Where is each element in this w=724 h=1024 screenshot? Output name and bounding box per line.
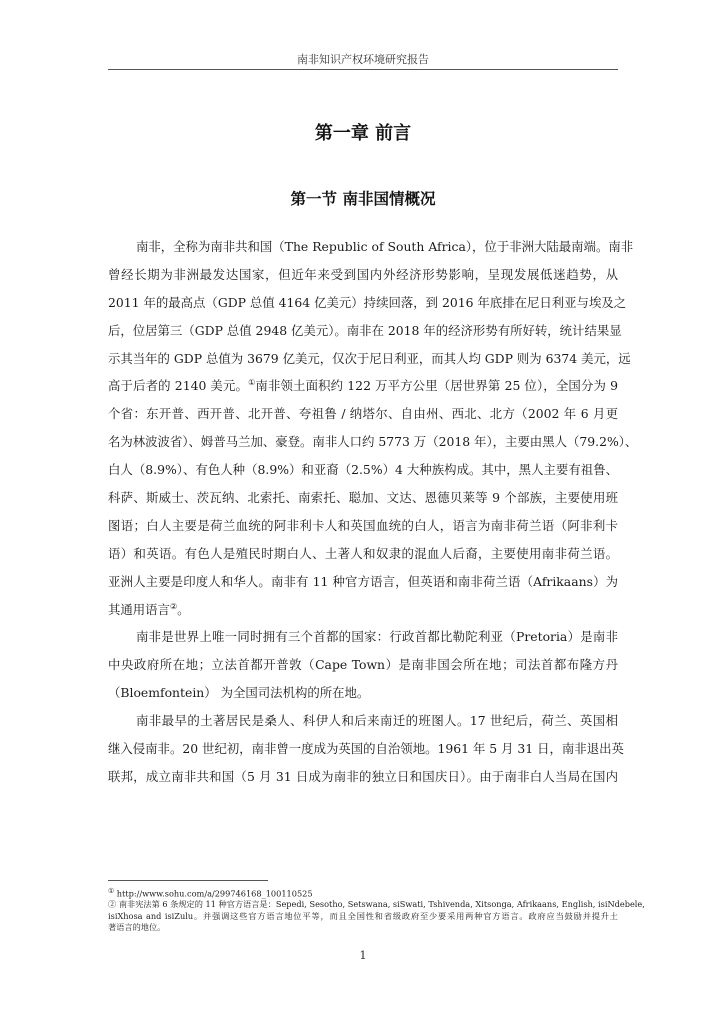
text-line: 后，位居第三（GDP 总值 2948 亿美元）。南非在 2018 年的经济形势有所好转，统计结果显 xyxy=(108,322,622,338)
footnotes xyxy=(108,885,645,934)
footnote-link[interactable]: http://www.sohu.com/a/299746168_100110525 xyxy=(116,888,313,899)
text-line: 中央政府所在地；立法首都开普敦（Cape Town）是南非国会所在地；司法首都布隆方丹 xyxy=(108,657,618,673)
text-line: 联邦，成立南非共和国（5 月 31 日成为南非的独立日和国庆日）。由于南非白人当局在国内 xyxy=(108,768,618,784)
paragraph-2 xyxy=(108,623,618,707)
footnote-rule xyxy=(108,880,268,881)
text-line: （Bloemfontein） 为全国司法机构的所在地。 xyxy=(108,685,370,701)
text-line xyxy=(108,372,618,400)
text-line: 科萨、斯威士、茨瓦纳、北索托、南索托、聪加、文达、恩德贝莱等 9 个部族，主要使用班 xyxy=(108,490,618,506)
chapter-title: 第一章 前言 xyxy=(314,123,412,144)
footnote-ref-1[interactable]: ① xyxy=(248,378,256,388)
text-line: 白人（8.9%）、有色人种（8.9%）和亚裔（2.5%）4 大种族构成。其中，黑人主要有祖鲁、 xyxy=(108,462,618,478)
text-line: 南非是世界上唯一同时拥有三个首都的国家：行政首都比勒陀利亚（Pretoria）是南非 xyxy=(136,629,618,645)
text-line: 示其当年的 GDP 总值为 3679 亿美元，仅次于尼日利亚，而其人均 GDP 则为 6374 美元，远 xyxy=(108,350,631,366)
footnote-line: isiXhosa and isiZulu。并强调这些官方语言地位平等，而且全国性和省级政府至少要采用两种官方语言。政府应当鼓励并提升土 xyxy=(108,910,618,921)
text-line: 语）和英语。有色人是殖民时期白人、土著人和奴隶的混血人后裔，主要使用南非荷兰语。 xyxy=(108,545,618,561)
footnote-line xyxy=(108,899,645,911)
paragraph-3 xyxy=(108,707,624,791)
text-line: 图语；白人主要是荷兰血统的阿非利卡人和英国血统的白人，语言为南非荷兰语（阿非利卡 xyxy=(108,517,618,533)
header-rule xyxy=(108,69,618,70)
body-text xyxy=(108,233,638,791)
text-segment: 。 xyxy=(177,601,190,617)
section-title: 第一节 南非国情概况 xyxy=(290,190,436,208)
running-header: 南非知识产权环境研究报告 xyxy=(297,53,429,66)
footnote-text: 南非宪法第 6 条规定的 11 种官方语言是：Sepedi, Sesotho, Setswana, siSwati, Tshivenda, Xitsonga, Afrikaans, English, isiNdebele, xyxy=(118,899,645,909)
text-line: 2011 年的最高点（GDP 总值 4164 亿美元）持续回落，到 2016 年底排在尼日利亚与埃及之 xyxy=(108,294,627,310)
footnote-line: 著语言的地位。 xyxy=(108,922,166,932)
text-line: 亚洲人主要是印度人和华人。南非有 11 种官方语言，但英语和南非荷兰语（Afrikaans）为 xyxy=(108,573,618,589)
footnote-2 xyxy=(108,899,645,934)
text-line xyxy=(108,596,618,624)
text-segment: 其通用语言 xyxy=(108,601,170,617)
footnote-ref-2[interactable]: ② xyxy=(169,601,178,611)
text-line: 名为林波波省）、姆普马兰加、豪登。南非人口约 5773 万（2018 年），主要由黑人（79.2%）、 xyxy=(108,434,638,450)
text-segment: 高于后者的 2140 美元。 xyxy=(108,378,249,394)
footnote-mark: ② xyxy=(108,899,117,909)
paragraph-1 xyxy=(108,233,638,623)
footnote-1 xyxy=(108,885,618,898)
text-line: 曾经长期为非洲最发达国家，但近年来受到国内外经济形势影响，呈现发展低迷趋势，从 xyxy=(108,266,618,282)
footnote-mark: ① xyxy=(108,887,115,895)
page-number: 1 xyxy=(359,948,367,962)
text-line: 继入侵南非。20 世纪初，南非曾一度成为英国的自治领地。1961 年 5 月 31 日，南非退出英 xyxy=(108,741,624,757)
text-line: 个省：东开普、西开普、北开普、夸祖鲁 / 纳塔尔、自由州、西北、北方（2002 年 6 月更 xyxy=(108,406,618,422)
text-line: 南非，全称为南非共和国（The Republic of South Africa），位于非洲大陆最南端。南非 xyxy=(136,239,634,254)
text-line: 南非最早的土著居民是桑人、科伊人和后来南迁的班图人。17 世纪后，荷兰、英国相 xyxy=(136,713,618,729)
text-segment: 南非领土面积约 122 万平方公里（居世界第 25 位），全国分为 9 xyxy=(255,378,619,394)
